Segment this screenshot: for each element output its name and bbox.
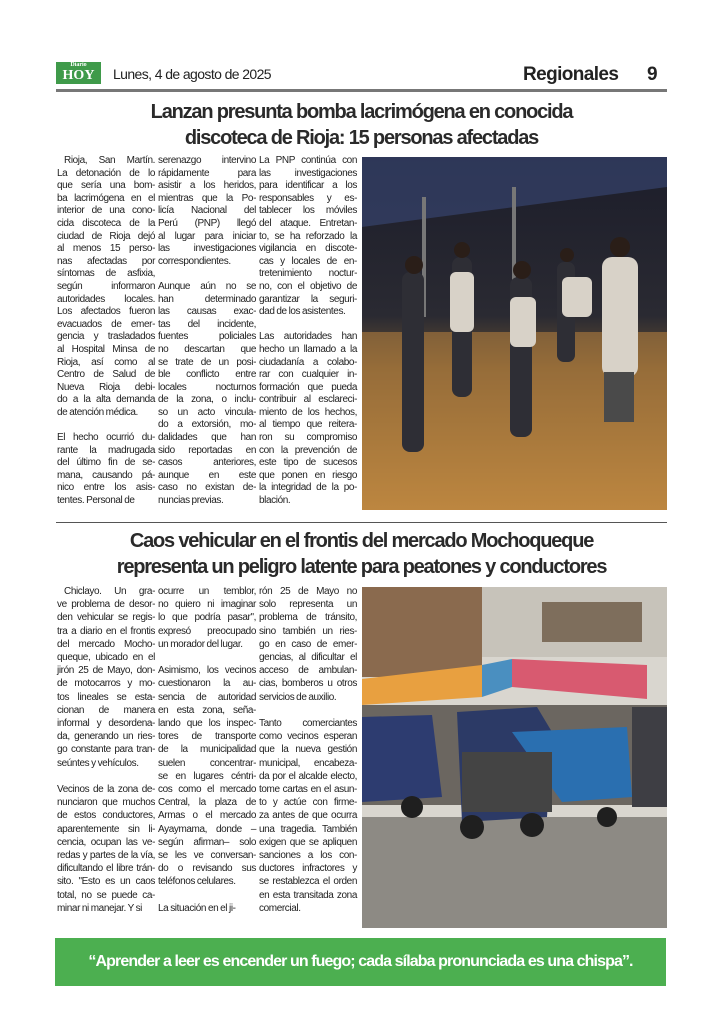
text-line: del mercado Mocho- [57,638,155,650]
text-line: municipal, encabeza- [259,757,357,769]
text-line: da, generando un ries- [57,731,155,743]
text-line: La situación en el ji- [158,902,236,914]
text-line: se en lugares céntri- [158,770,256,782]
text-line: sido reportadas en [158,444,256,456]
text-line: tablecer los móviles [259,205,357,217]
text-line: ciudadanía a colabo- [259,356,357,368]
text-line: lo que podría pasar", [158,612,256,624]
text-line: al Hospital Minsa de [57,343,155,355]
header-rule [56,89,667,92]
text-line: en esta transitada zona [259,889,357,901]
text-line: La detonación de lo [57,167,155,179]
text-line: de estos conductores, [57,810,155,822]
text-line: con la prevención de [259,444,357,456]
paragraph-break [158,651,256,664]
text-line: evacuados de emer- [57,318,155,330]
text-line: de motocarros y mo- [57,678,155,690]
text-line: nico entre los asis- [57,482,155,494]
paragraph-break [57,770,155,783]
text-line: al tiempo que reitera- [259,419,357,431]
logo-diario-hoy [56,62,101,84]
text-line: La PNP continúa con [259,155,357,166]
text-line: sanciones a los con- [259,850,357,862]
text-line: gencias, al dificultar el [259,652,357,664]
text-line: El hecho ocurrió du- [57,432,155,444]
page-number: 9 [647,64,658,85]
text-line: del ataque. Entretan- [259,217,357,229]
text-line: de atención médica. [57,406,138,418]
text-line: acceso de ambulan- [259,665,357,677]
text-line: para identificar a los [259,180,357,192]
text-line: asistir a los heridos, [158,180,256,192]
text-line: rápidamente para [158,167,256,179]
text-line: las causas exac- [158,306,256,318]
text-line: Nueva Rioja debi- [57,381,155,393]
text-line: queque, ubicado en el [57,652,155,664]
logo-small-text: Diario [70,62,87,68]
text-line: ciudad de Rioja dejó [57,230,155,242]
text-line: casos anteriores, [158,457,256,469]
text-line: suelen concentrar- [158,757,256,769]
text-line: so un acto vincula- [158,406,256,418]
text-line: tos lineales se esta- [57,691,155,703]
text-line: lando que los inspec- [158,718,256,730]
text-line: locales nocturnos [158,381,256,393]
text-line: mientras que la Po- [158,192,256,204]
paragraph-break [259,704,357,717]
text-line: la integridad de la po- [259,482,357,494]
text-line: aunque en este [158,469,256,481]
text-line: un morador del lugar. [158,638,243,650]
text-line: gencia y trasladados [57,331,155,343]
text-line: este tipo de sucesos [259,457,357,469]
text-line: servicios de auxilio. [259,691,337,703]
text-line: responsables y es- [259,192,357,204]
text-line: Chiclayo. Un gra- [64,586,155,597]
text-line: que la nueva gestión [259,744,357,756]
text-line: las investigaciones [259,167,357,179]
headline-line: discoteca de Rioja: 15 personas afectadas [184,127,539,149]
text-line: mana, causando pá- [57,469,155,481]
article2-photo-mercado [362,587,667,928]
text-line: no descartan que [158,343,256,355]
paragraph-break [259,319,357,332]
text-line: caso no existan de- [158,482,256,494]
text-line: ocurre un temblor, [158,586,256,597]
headline-line: Lanzan presunta bomba lacrimógena en conocida [150,101,573,123]
headline-line: Caos vehicular en el frontis del mercado Mochoqueque [129,530,594,552]
text-line: garantizar la seguri- [259,293,357,305]
text-line: total, no se puede ca- [57,889,155,901]
text-line: cas y locales de en- [259,255,357,267]
text-line: cos como el mercado [158,784,256,796]
text-line: serenazgo intervino [158,155,256,166]
text-line: de la municipalidad [158,744,256,756]
text-line: sino también un ries- [259,625,357,637]
paragraph-break [158,268,256,281]
text-line: aparentemente sin li- [57,823,155,835]
text-line: Armas o el mercado [158,810,256,822]
article2-column-3 [259,585,357,915]
text-line: contribuir al esclareci- [259,394,357,406]
text-line: rar con cualquier in- [259,369,357,381]
text-line: sito. "Esto es un caos [57,876,155,888]
text-line: Aunque aún no se [158,280,256,292]
text-line: nunciaron que muchos [57,797,155,809]
text-line: según afirman– solo [158,836,256,848]
section-title: Regionales [523,64,619,85]
quote-banner [55,938,666,986]
text-line: go en caso de emer- [259,638,357,650]
text-line: rón 25 de Mayo no [259,586,357,597]
text-line: Las autoridades han [259,331,357,343]
text-line: correspondientes. [158,255,231,267]
article1-column-1 [57,155,155,508]
text-line: dalidades que han [158,432,256,444]
text-line: han determinado [158,293,256,305]
text-line: ve problema de desor- [57,599,155,611]
text-line: blación. [259,495,291,507]
article2-column-2 [158,585,256,915]
article1-column-3 [259,155,357,508]
text-line: minar ni manejar. Y si [57,902,142,914]
article2-column-1 [57,585,155,915]
text-line: za antes de que ocurra [259,810,357,822]
text-line: nuncias previas. [158,495,224,507]
text-line: den vehicular se regis- [57,612,155,624]
text-line: do o revisando sus [158,863,256,875]
text-line: que sería una bom- [57,180,155,192]
text-line: da por el alcalde electo, [259,770,357,782]
text-line: redas y partes de la vía, [57,850,155,862]
text-line: fuentes policiales [158,331,256,343]
text-line: Vecinos de la zona de- [57,784,155,796]
text-line: Rioja, San Martín. [64,155,155,166]
text-line: del último fin de se- [57,457,155,469]
text-line: cida discoteca de la [57,217,155,229]
text-line: licía Nacional del [158,205,256,217]
text-line: síntomas de asfixia, [57,268,155,280]
text-line: que ponen en riesgo [259,469,357,481]
text-line: se trate de un posi- [158,356,256,368]
text-line: dificultando el libre trán- [57,863,155,875]
text-line: to, se ha reforzado la [259,230,357,242]
text-line: Tanto comerciantes [259,718,357,730]
text-line: al lugar para iniciar [158,230,256,242]
text-line: miento de los hechos, [259,406,357,418]
text-line: ron su compromiso [259,432,357,444]
article1-headline [56,99,667,151]
text-line: exigen que se apliquen [259,836,357,848]
text-line: se les ve conversan- [158,850,256,862]
text-line: autoridades locales. [57,293,155,305]
text-line: no, con el objetivo de [259,280,357,292]
text-line: de la zona, o inclu- [158,394,256,406]
text-line: se restablezca el orden [259,876,357,888]
text-line: teléfonos celulares. [158,876,236,888]
text-line: Ayaymama, donde – [158,823,256,835]
text-line: tretenimiento noctur- [259,268,357,280]
text-line: ble conflicto entre [158,369,256,381]
text-line: Perú (PNP) llegó [158,217,256,229]
text-line: cencia, ocupan las ve- [57,836,155,848]
text-line: to y actúe con firme- [259,797,357,809]
text-line: sencia de autoridad [158,691,256,703]
text-line: cias, bomberos u otros [259,678,357,690]
issue-date: Lunes, 4 de agosto de 2025 [113,66,271,82]
paragraph-break [158,889,256,902]
logo-big-text: HOY [62,68,95,83]
text-line: problema de tránsito, [259,612,357,624]
text-line: expresó preocupado [158,625,256,637]
text-line: informal y desordena- [57,718,155,730]
text-line: do a extorsión, mo- [158,419,256,431]
text-line: cuestionaron la au- [158,678,256,690]
text-line: do a la alta demanda [57,394,155,406]
text-line: Centro de Salud de [57,369,155,381]
quote-text: “Aprender a leer es encender un fuego; cada sílaba pronunciada es una chispa”. [88,953,633,970]
text-line: ductores infractores y [259,863,357,875]
text-line: cionan de manera [57,704,155,716]
text-line: Asimismo, los vecinos [158,665,256,677]
text-line: jirón 25 de Mayo, don- [57,665,155,677]
text-line: go constante para tran- [57,744,155,756]
text-line: tas del incidente, [158,318,256,330]
text-line: seúntes y vehículos. [57,757,139,769]
headline-line: representa un peligro latente para peatones y conductores [116,556,607,578]
paragraph-break [57,419,155,432]
text-line: al menos 15 perso- [57,243,155,255]
text-line: tra a diario en el frontis [57,625,155,637]
text-line: una tragedia. También [259,823,357,835]
article1-column-2 [158,155,256,508]
article1-photo-discoteca [362,157,667,510]
text-line: Los afectados fueron [57,306,155,318]
text-line: rante la madrugada [57,444,155,456]
text-line: tores de transporte [158,731,256,743]
text-line: tentes. Personal de [57,495,135,507]
text-line: hecho un llamado a la [259,343,357,355]
text-line: interior de una cono- [57,205,155,217]
text-line: tome cartas en el asun- [259,784,357,796]
article-divider [56,522,667,523]
text-line: vigilancia en discote- [259,243,357,255]
text-line: nas afectadas por [57,255,155,267]
text-line: las investigaciones [158,243,256,255]
text-line: formación que pueda [259,381,357,393]
text-line: comercial. [259,902,301,914]
text-line: solo representa un [259,599,357,611]
text-line: Rioja, así como al [57,356,155,368]
text-line: en esta zona, seña- [158,704,256,716]
text-line: según informaron [57,280,155,292]
text-line: como vecinos esperan [259,731,357,743]
article2-headline [56,528,667,580]
text-line: no quiero ni imaginar [158,599,256,611]
text-line: Central, la plaza de [158,797,256,809]
text-line: ba lacrimógena en el [57,192,155,204]
text-line: dad de los asistentes. [259,306,346,318]
